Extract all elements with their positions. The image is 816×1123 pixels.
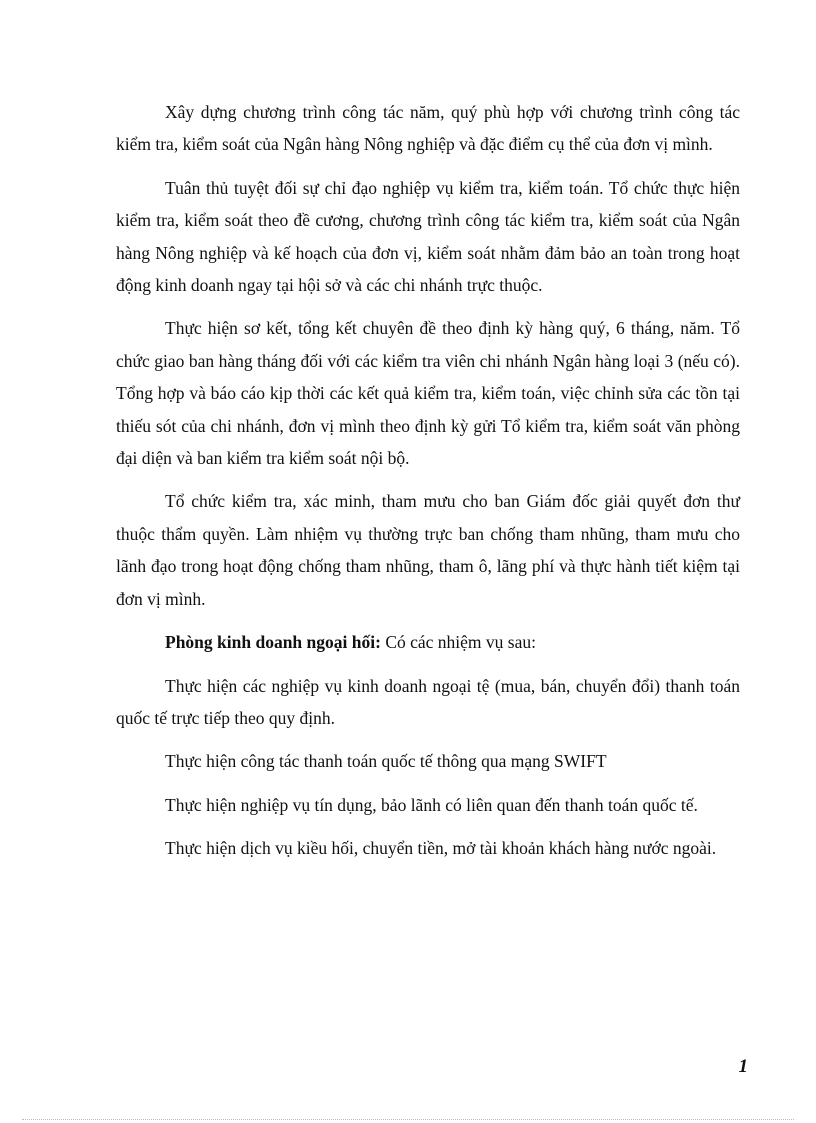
section-heading [116, 626, 740, 658]
paragraph: Thực hiện các nghiệp vụ kinh doanh ngoại tệ (mua, bán, chuyển đổi) thanh toán quốc tế trực tiếp theo quy định. [116, 675, 740, 728]
document-body [116, 96, 740, 876]
paragraph: Tổ chức kiểm tra, xác minh, tham mưu cho ban Giám đốc giải quyết đơn thư thuộc thẩm quyền. Làm nhiệm vụ thường trực ban chống tham nhũng, tham mưu cho lãnh đạo trong hoạt động chống tham nhũng, tham ô, lãng phí và thực hành tiết kiệm tại đơn vị mình. [116, 491, 740, 609]
section-heading-text: Có các nhiệm vụ sau: [380, 632, 536, 653]
paragraph: Thực hiện dịch vụ kiều hối, chuyển tiền, mở tài khoản khách hàng nước ngoài. [165, 838, 717, 859]
section-heading-title: Phòng kinh doanh ngoại hối: [165, 632, 381, 653]
footer-divider [22, 1119, 794, 1120]
paragraph: Thực hiện nghiệp vụ tín dụng, bảo lãnh có liên quan đến thanh toán quốc tế. [165, 794, 698, 815]
paragraph: Xây dựng chương trình công tác năm, quý phù hợp với chương trình công tác kiểm tra, kiểm soát của Ngân hàng Nông nghiệp và đặc điểm cụ thể của đơn vị mình. [116, 102, 740, 155]
paragraph: Thực hiện công tác thanh toán quốc tế thông qua mạng SWIFT [165, 751, 607, 772]
paragraph: Thực hiện sơ kết, tổng kết chuyên đề theo định kỳ hàng quý, 6 tháng, năm. Tổ chức giao ban hàng tháng đối với các kiểm tra viên chi nhánh Ngân hàng loại 3 (nếu có). Tổng hợp và báo cáo kịp thời các kết quả kiểm tra, kiểm toán, việc chỉnh sửa các tồn tại thiếu sót của chi nhánh, đơn vị mình theo định kỳ gửi Tổ kiểm tra, kiểm soát văn phòng đại diện và ban kiểm tra kiểm soát nội bộ. [116, 318, 740, 469]
paragraph: Tuân thủ tuyệt đối sự chỉ đạo nghiệp vụ kiểm tra, kiểm toán. Tổ chức thực hiện kiểm tra, kiểm soát theo đề cương, chương trình công tác kiểm tra, kiểm soát của Ngân hàng Nông nghiệp và kế hoạch của đơn vị, kiểm soát nhằm đảm bảo an toàn trong hoạt động kinh doanh ngay tại hội sở và các chi nhánh trực thuộc. [116, 177, 740, 296]
page-number: 1 [738, 1056, 748, 1077]
